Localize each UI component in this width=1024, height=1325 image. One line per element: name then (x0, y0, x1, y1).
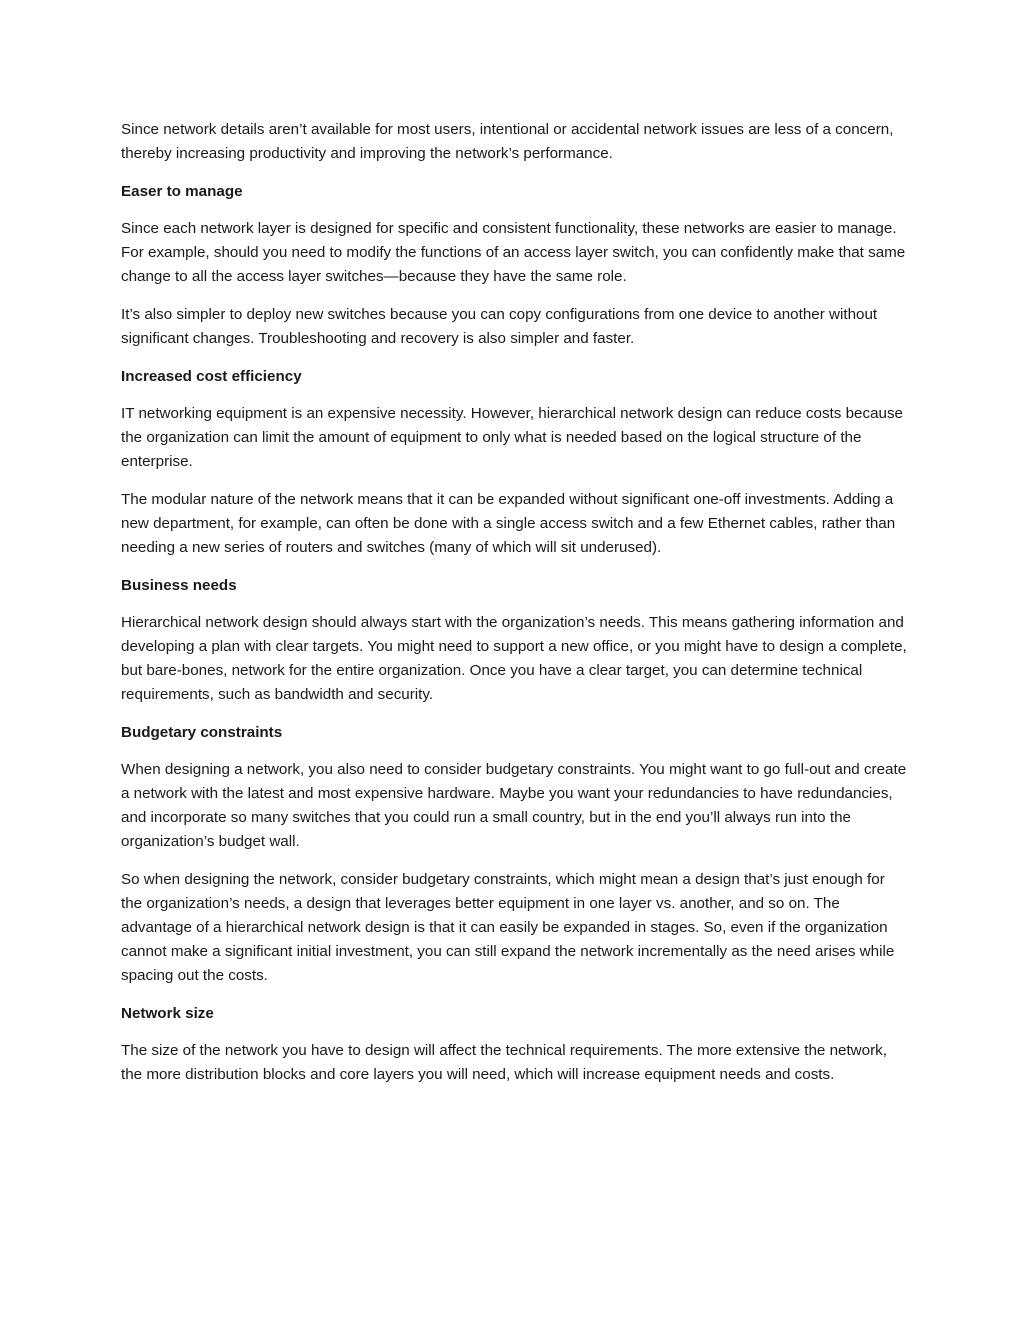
paragraph-budget-1: When designing a network, you also need to consider budgetary constraints. You might want to go full-out and create a network with the latest and most expensive hardware. Maybe you want your redundancies to have redundancies, and incorporate so many switches that you could run a small country, but in the end you’ll always run into the organization’s budget wall. (121, 761, 907, 850)
paragraph-manage-2: It’s also simpler to deploy new switches because you can copy configurations from one device to another without significant changes. Troubleshooting and recovery is also simpler and faster. (121, 306, 878, 347)
paragraph-network-size: The size of the network you have to design will affect the technical requirements. The more extensive the network, the more distribution blocks and core layers you will need, which will increase equipment needs and costs. (121, 1042, 887, 1083)
heading-easier-to-manage: Easer to manage (121, 183, 243, 200)
heading-network-size: Network size (121, 1005, 214, 1022)
paragraph-business-needs: Hierarchical network design should always start with the organization’s needs. This means gathering information and developing a plan with clear targets. You might need to support a new office, or you might have to design a complete, but bare-bones, network for the entire organization. Once you have a clear target, you can determine technical requirements, such as bandwidth and security. (121, 614, 907, 703)
document-page (121, 118, 907, 1101)
paragraph-intro: Since network details aren’t available for most users, intentional or accidental network issues are less of a concern, thereby increasing productivity and improving the network’s performance. (121, 121, 894, 162)
heading-business-needs: Business needs (121, 577, 237, 594)
paragraph-manage-1: Since each network layer is designed for specific and consistent functionality, these networks are easier to manage. For example, should you need to modify the functions of an access layer switch, you can confidently make that same change to all the access layer switches—because they have the same role. (121, 220, 906, 285)
heading-budgetary-constraints: Budgetary constraints (121, 724, 283, 741)
heading-cost-efficiency: Increased cost efficiency (121, 368, 302, 385)
paragraph-cost-1: IT networking equipment is an expensive necessity. However, hierarchical network design can reduce costs because the organization can limit the amount of equipment to only what is needed based on the logical structure of the enterprise. (121, 405, 904, 470)
paragraph-budget-2: So when designing the network, consider budgetary constraints, which might mean a design that’s just enough for the organization’s needs, a design that leverages better equipment in one layer vs. another, and so on. The advantage of a hierarchical network design is that it can easily be expanded in stages. So, even if the organization cannot make a significant initial investment, you can still expand the network incrementally as the need arises while spacing out the costs. (121, 871, 895, 984)
paragraph-cost-2: The modular nature of the network means that it can be expanded without significant one-off investments. Adding a new department, for example, can often be done with a single access switch and a few Ethernet cables, rather than needing a new series of routers and switches (many of which will sit underused). (121, 491, 896, 556)
